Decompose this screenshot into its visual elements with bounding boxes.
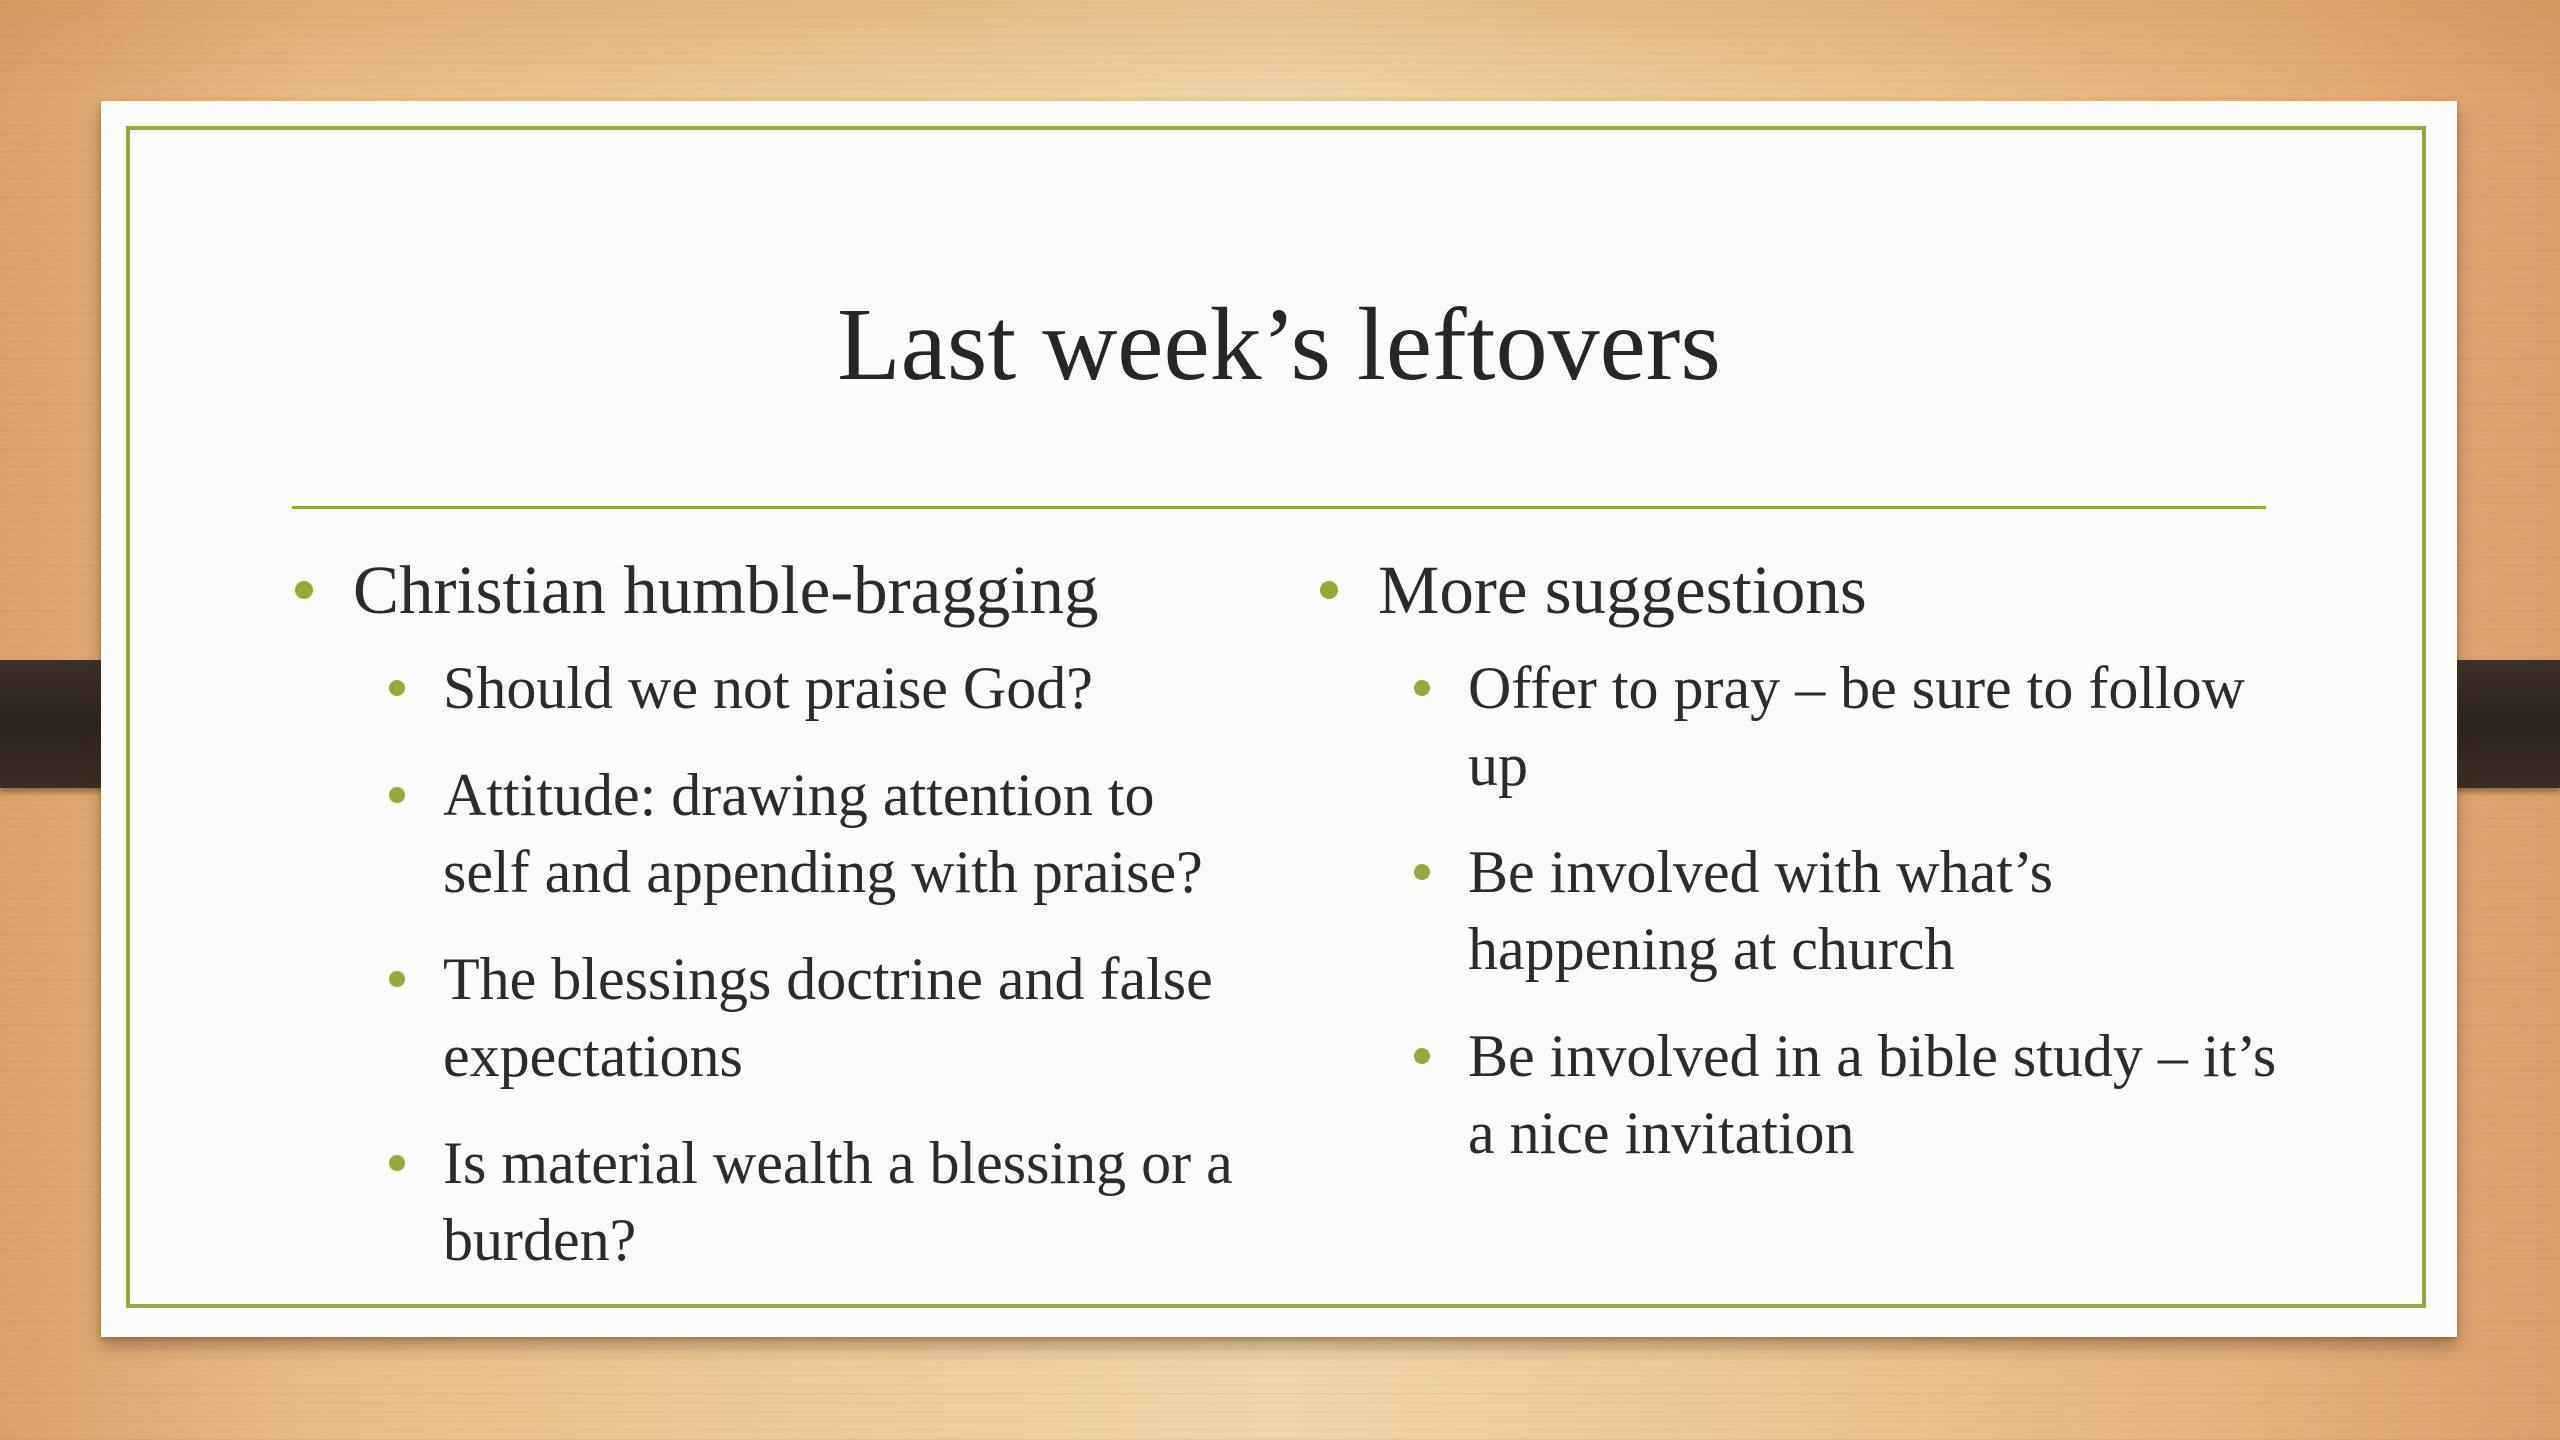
- bullet-icon: [389, 680, 405, 696]
- right-bullet-2: [1410, 834, 2314, 988]
- left-column-heading-text: Christian humble-bragging: [353, 552, 1099, 628]
- left-column: [289, 551, 1249, 1309]
- left-bullet-4: [385, 1125, 1249, 1279]
- left-bullet-2: [385, 757, 1249, 911]
- bullet-icon: [389, 1155, 405, 1171]
- bullet-icon: [1414, 1048, 1430, 1064]
- bullet-icon: [389, 971, 405, 987]
- right-bullet-3: [1410, 1018, 2314, 1172]
- right-bullet-1: [1410, 650, 2314, 804]
- bullet-icon: [1414, 680, 1430, 696]
- bullet-icon: [1320, 581, 1338, 599]
- bullet-icon: [1414, 864, 1430, 880]
- right-column-heading-text: More suggestions: [1378, 552, 1867, 628]
- slide-title: Last week’s leftovers: [837, 287, 1721, 402]
- left-bullet-4-text: Is material wealth a blessing or a burden?: [443, 1130, 1233, 1274]
- wood-background: [0, 0, 2560, 100]
- left-bullet-2-text: Attitude: drawing attention to self and appending with praise?: [443, 762, 1203, 906]
- right-column-heading: [1314, 551, 2314, 630]
- right-column: [1314, 551, 2314, 1202]
- left-column-heading: [289, 551, 1249, 630]
- title-divider: [292, 506, 2266, 509]
- left-bullet-3-text: The blessings doctrine and false expectations: [443, 946, 1213, 1090]
- right-bullet-1-text: Offer to pray – be sure to follow up: [1468, 655, 2246, 799]
- bullet-icon: [295, 581, 313, 599]
- bullet-icon: [389, 787, 405, 803]
- left-bullet-1: [385, 650, 1249, 727]
- left-bullet-1-text: Should we not praise God?: [443, 655, 1093, 722]
- right-bullet-3-text: Be involved in a bible study – it’s a nice invitation: [1468, 1023, 2277, 1167]
- right-bullet-2-text: Be involved with what’s happening at church: [1468, 839, 2053, 983]
- slide: [101, 101, 2457, 1337]
- left-bullet-3: [385, 941, 1249, 1095]
